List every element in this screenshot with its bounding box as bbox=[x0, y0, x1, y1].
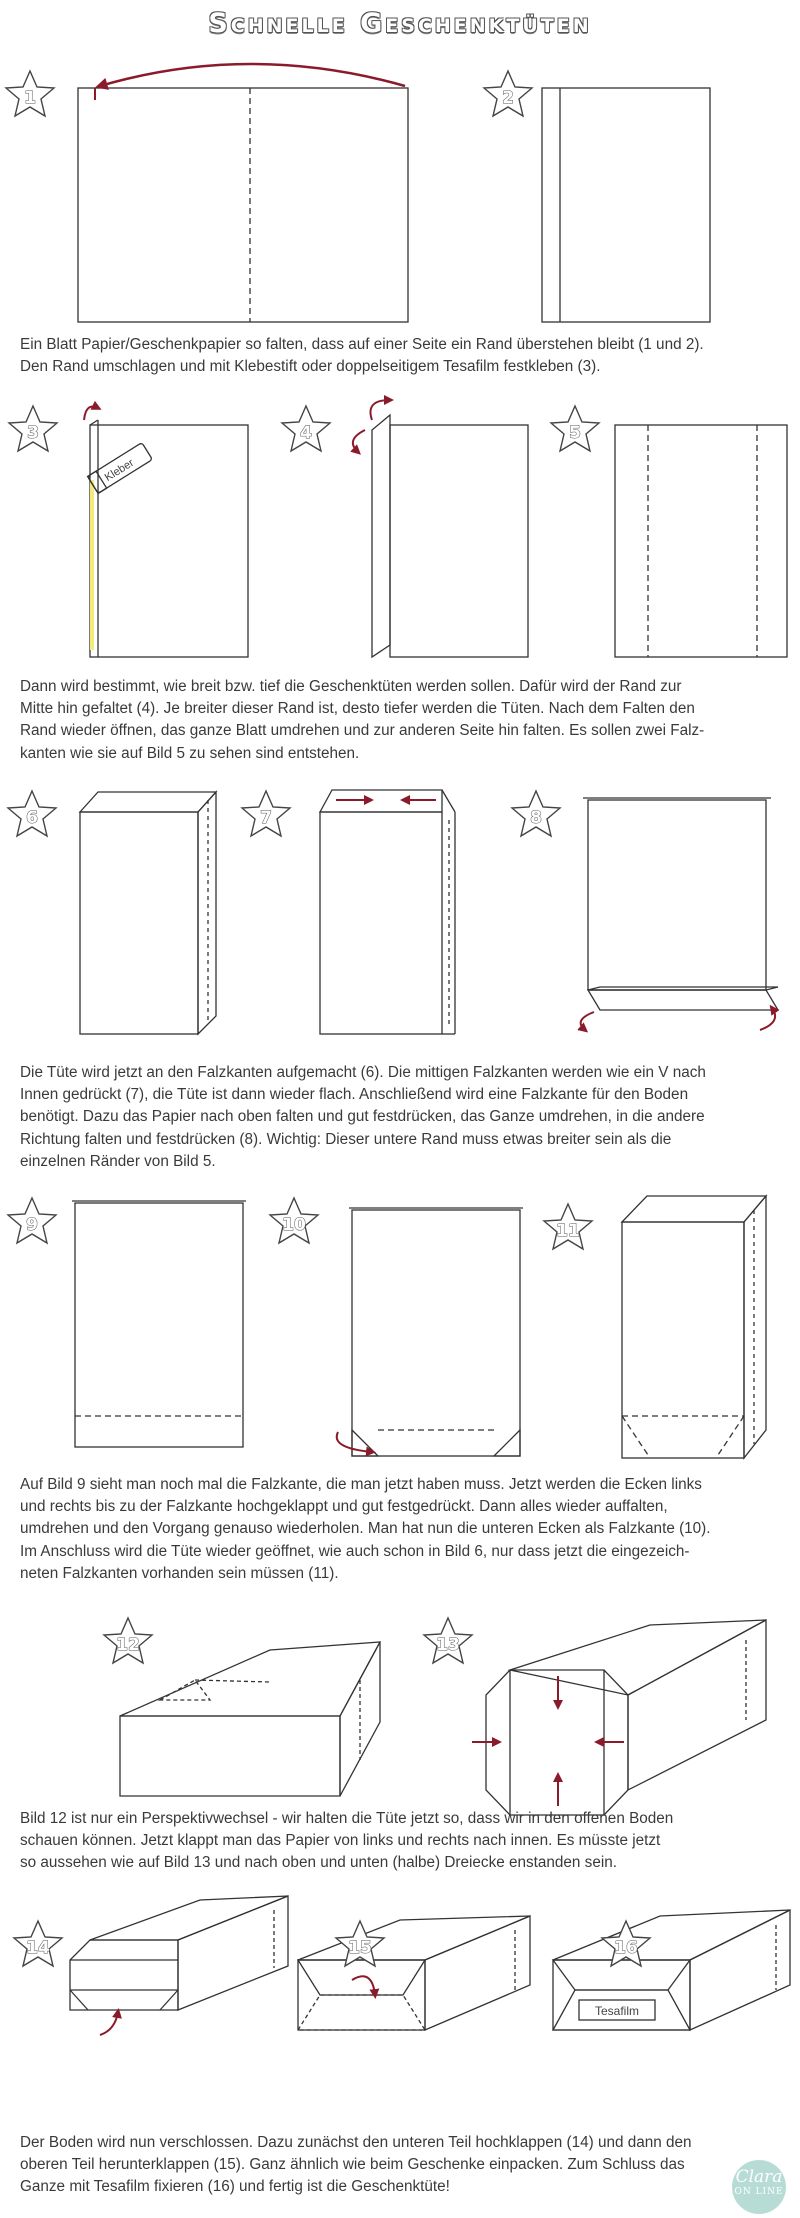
step-number: 7 bbox=[260, 808, 272, 828]
paragraph-6: Der Boden wird nun verschlossen. Dazu zunächst den unteren Teil hochklappen (14) und dann den oberen Teil herunterklappen (15). Ganz ähnlich wie beim Geschenke einpacken. Zum Schluss das Ganze mit Tesafilm fixieren (16) und fertig ist die Geschenktüte! bbox=[20, 2134, 692, 2196]
paragraph-1: Ein Blatt Papier/Geschenkpapier so falten, dass auf einer Seite ein Rand überstehen bleibt (1 und 2). Den Rand umschlagen und mit Klebestift oder doppelseitigem Tesafilm festkleben (3). bbox=[20, 336, 704, 376]
step-number: 16 bbox=[614, 1938, 638, 1958]
step-2-figure bbox=[542, 88, 710, 322]
paragraph-2: Dann wird bestimmt, wie breit bzw. tief die Geschenktüten werden sollen. Dafür wird der Rand zur Mitte hin gefaltet (4). Je breiter dieser Rand ist, desto tiefer werden die Tüten. Nach dem Falten den Rand wieder öffnen, das ganze Blatt umdrehen und zur anderen Seite hin falten. Es sollen zwei Falz- kanten wie sie auf Bild 5 zu sehen sind entstehen. bbox=[20, 678, 705, 762]
step-9-figure bbox=[72, 1201, 246, 1447]
step-number: 8 bbox=[530, 808, 542, 828]
paragraph-4: Auf Bild 9 sieht man noch mal die Falzkante, die man jetzt haben muss. Jetzt werden die Ecken links und rechts bis zu der Falzkante hochgeklappt und gut festgedrückt. Dann alles wieder auffalten, umdrehen und den Vorgang genauso wiederholen. Man hat nun die unteren Ecken als Falzkante (10). Im Anschluss wird die Tüte wieder geöffnet, wie auch schon in Bild 6, nur dass jetzt die eingezeich- neten Falzkanten vorhanden sein müssen (11). bbox=[20, 1476, 711, 1582]
step-number: 12 bbox=[116, 1635, 140, 1655]
step-11-figure bbox=[622, 1196, 766, 1458]
paragraph-5: Bild 12 ist nur ein Perspektivwechsel - wir halten die Tüte jetzt so, dass wir in den offenen Boden schauen können. Jetzt klappt man das Papier von links und rechts nach innen. Es müsste jetzt so aussehen wie auf Bild 13 und nach oben und unten (halbe) Dreiecke enstanden sein. bbox=[20, 1810, 674, 1872]
step-13-figure bbox=[472, 1620, 766, 1815]
step-8-figure bbox=[581, 798, 778, 1030]
clara-online-logo: Clara ON LINE bbox=[732, 2160, 786, 2214]
step-15-figure bbox=[298, 1916, 530, 2030]
step-4-figure bbox=[353, 400, 528, 657]
kleber-label: Kleber bbox=[102, 456, 137, 484]
tesafilm-label: Tesafilm bbox=[594, 2004, 640, 2018]
step-number: 9 bbox=[26, 1215, 38, 1235]
step-number: 1 bbox=[24, 88, 36, 108]
step-number: 6 bbox=[26, 808, 38, 828]
step-3-figure bbox=[84, 407, 248, 658]
page-title: Schnelle Geschenktüten bbox=[208, 8, 592, 39]
step-number: 3 bbox=[27, 423, 39, 443]
step-number: 10 bbox=[282, 1215, 306, 1235]
paragraph-3: Die Tüte wird jetzt an den Falzkanten aufgemacht (6). Die mittigen Falzkanten werden wie ein V nach Innen gedrückt (7), die Tüte ist dann wieder flach. Anschließend wird eine Falzkante für den Boden benötigt. Dazu das Papier nach oben falten und gut festdrücken, das Ganze umdrehen, in die andere Richtung falten und festdrücken (8). Wichtig: Dieser untere Rand muss etwas breiter sein als die einzelnen Ränder von Bild 5. bbox=[20, 1064, 706, 1170]
step-number: 15 bbox=[348, 1938, 372, 1958]
step-14-figure bbox=[70, 1896, 288, 2035]
step-1-figure bbox=[78, 64, 408, 322]
step-number: 13 bbox=[436, 1635, 460, 1655]
step-number: 2 bbox=[502, 88, 514, 108]
step-7-figure bbox=[320, 790, 455, 1034]
step-12-figure bbox=[120, 1642, 380, 1796]
step-number: 4 bbox=[300, 423, 312, 443]
step-number: 11 bbox=[556, 1221, 580, 1241]
step-10-figure bbox=[337, 1208, 523, 1456]
step-number: 5 bbox=[569, 423, 581, 443]
step-number: 14 bbox=[26, 1938, 50, 1958]
step-6-figure bbox=[80, 792, 216, 1034]
step-5-figure bbox=[615, 425, 787, 657]
step-16-figure bbox=[553, 1910, 790, 2030]
